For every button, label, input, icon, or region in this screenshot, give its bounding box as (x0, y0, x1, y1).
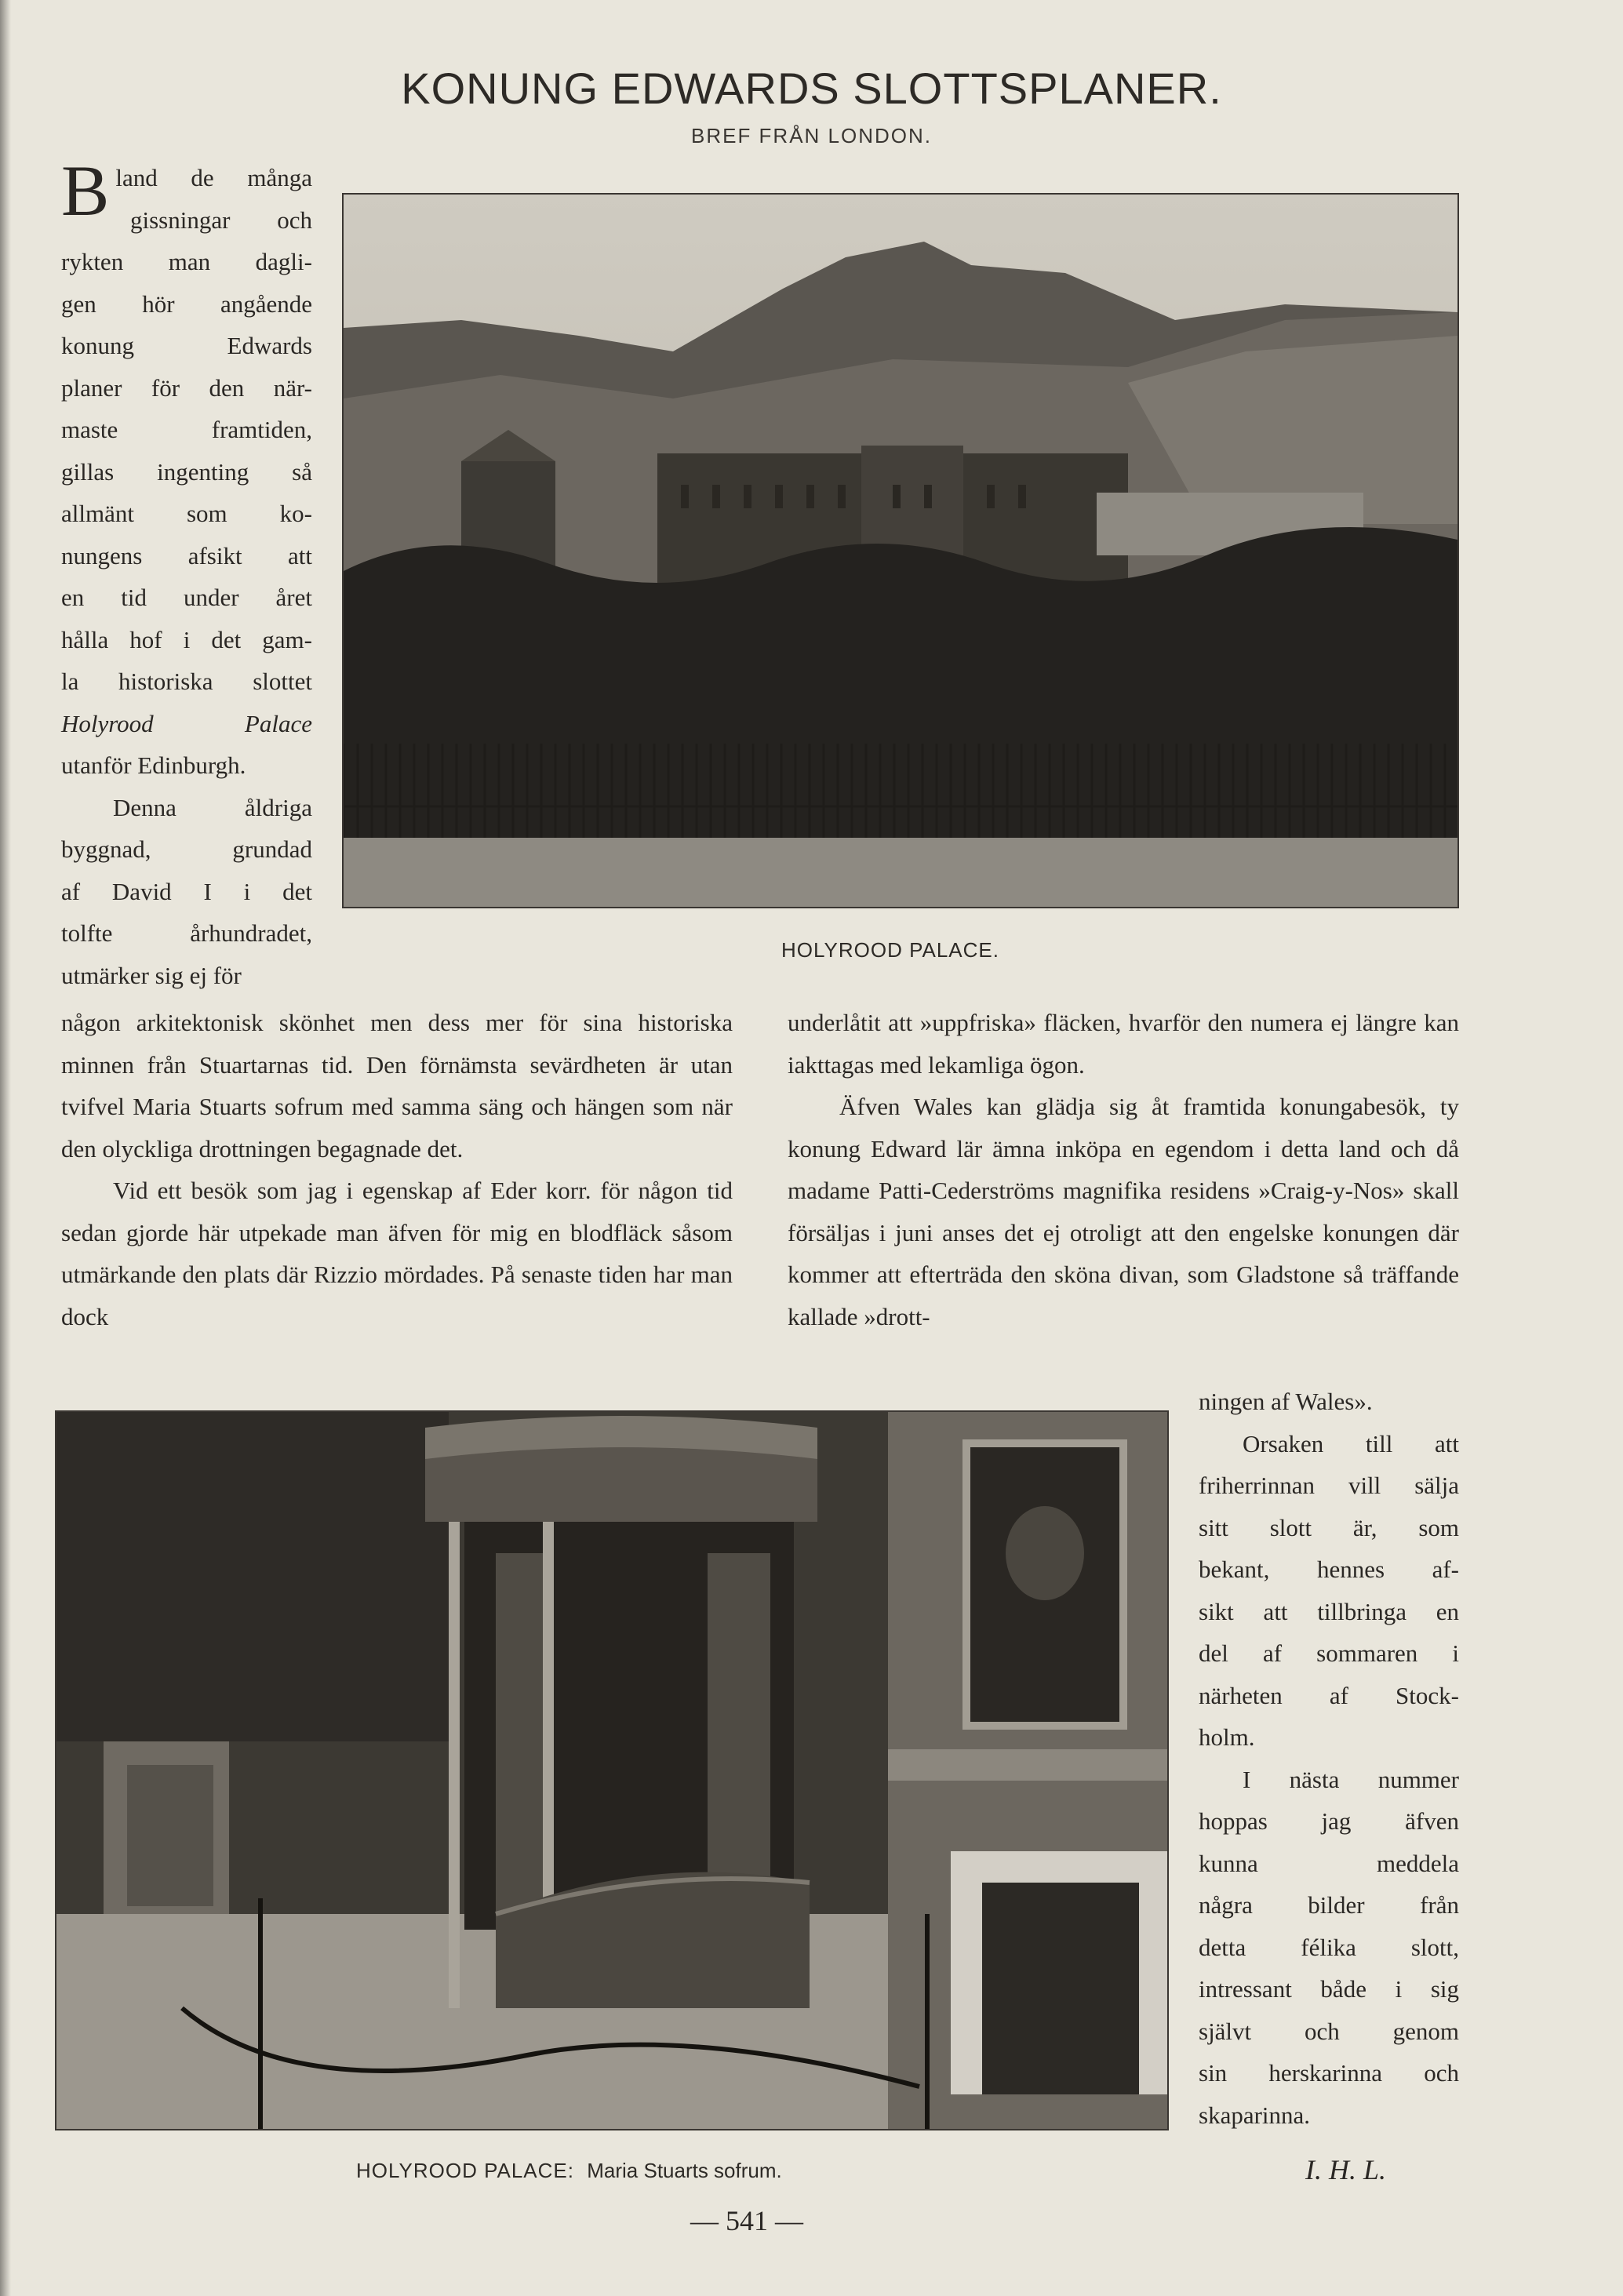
intro-line: la historiska slottet (61, 668, 312, 695)
intro-line: maste framtiden, (61, 416, 312, 443)
author-signature: I. H. L. (1305, 2154, 1387, 2185)
intro-line: hålla hof i det gam- (61, 625, 312, 653)
narrow-line: intressant både i sig (1199, 1975, 1459, 2003)
narrow-column (1199, 1381, 1459, 2136)
narrow-line: sin herskarinna och (1199, 2059, 1459, 2087)
intro-line: allmänt som ko- (61, 500, 312, 527)
intro-line: tolfte århundradet, (61, 919, 312, 947)
narrow-line: I nästa nummer (1243, 1765, 1459, 1793)
intro-line: Denna åldriga (113, 793, 312, 821)
intro-line: gillas ingenting så (61, 457, 312, 486)
narrow-line: några bilder från (1199, 1891, 1459, 1919)
intro-lines (61, 199, 312, 997)
narrow-line: sitt slott är, som (1199, 1513, 1459, 1541)
drop-cap: B (61, 151, 110, 231)
right-paragraph-1: underlåtit att »uppfriska» fläcken, hvarför den numera ej längre kan iakttagas med lekamliga ögon. (788, 1009, 1459, 1079)
narrow-line: ningen af Wales». (1199, 1388, 1373, 1415)
holyrood-palace-photo (342, 193, 1459, 908)
intro-line: nungens afsikt att (61, 541, 312, 569)
right-paragraph-2: Äfven Wales kan glädja sig åt framtida konungabesök, ty konung Edward lär ämna inköpa en egendom i detta land och då madame Patti-Cederströms magnifika residens »Craig-y-Nos» skall försäljas i juni anses det ej otroligt att den engelske konungen där kommer att efterträda den sköna divan, som Gladstone så träffande kallade »drott- (788, 1093, 1459, 1330)
intro-line: utanför Edinburgh. (61, 751, 246, 779)
article-subtitle: BREF FRÅN LONDON. (690, 124, 933, 147)
bedroom-photo (55, 1410, 1169, 2130)
narrow-line: självt och genom (1199, 2017, 1459, 2045)
narrow-line: bekant, hennes af- (1199, 1556, 1459, 1583)
narrow-line: holm. (1199, 1723, 1255, 1751)
page-gutter-shadow (0, 0, 11, 2296)
intro-line: gen hör angående (61, 289, 312, 318)
intro-line: Holyrood Palace (61, 709, 312, 737)
narrow-line: sikt att tillbringa en (1199, 1597, 1459, 1625)
holyrood-palace-illustration (344, 195, 1457, 907)
intro-first-line: land de många (115, 164, 312, 191)
bedroom-illustration (56, 1412, 1167, 2129)
bottom-caption-prefix: HOLYROOD PALACE: (356, 2159, 574, 2182)
intro-line: utmärker sig ej för (61, 961, 242, 989)
narrow-line: skaparinna. (1199, 2101, 1311, 2129)
bottom-photo-caption (356, 2159, 782, 2183)
narrow-line: detta félika slott, (1199, 1933, 1459, 1961)
intro-line: byggnad, grundad (61, 835, 312, 863)
intro-line: konung Edwards (61, 332, 312, 359)
right-column (788, 1002, 1459, 1337)
page-number: — 541 — (690, 2205, 803, 2236)
left-column (61, 1002, 733, 1337)
narrow-line: närheten af Stock- (1199, 1681, 1459, 1709)
narrow-line: del af sommaren i (1199, 1639, 1459, 1667)
intro-line: af David I i det (61, 877, 312, 905)
bottom-caption-text: Maria Stuarts sofrum. (587, 2159, 782, 2182)
narrow-line: Orsaken till att (1243, 1429, 1459, 1457)
left-paragraph-1: någon arkitektonisk skönhet men dess mer för sina historiska minnen från Stuartarnas tid. Den förnämsta sevärdheten är utan tvifvel Maria Stuarts sofrum med samma säng och hängen som när den olyckliga drottningen begagnade det. (61, 1009, 733, 1163)
narrow-line: hoppas jag äfven (1199, 1807, 1459, 1835)
top-photo-caption: HOLYROOD PALACE. (781, 938, 999, 962)
article-title: KONUNG EDWARDS SLOTTSPLANER. (401, 64, 1222, 113)
intro-line: gissningar och (130, 206, 312, 234)
narrow-line: friherrinnan vill sälja (1199, 1472, 1459, 1499)
intro-line: rykten man dagli- (61, 248, 312, 275)
intro-column (61, 151, 312, 996)
intro-line: planer för den när- (61, 373, 312, 402)
narrow-line: kunna meddela (1199, 1849, 1459, 1877)
intro-line: en tid under året (61, 584, 312, 611)
left-paragraph-2: Vid ett besök som jag i egenskap af Eder korr. för någon tid sedan gjorde här utpekade man äfven för mig en blodfläck såsom utmärkande den plats där Rizzio mördades. På senaste tiden har man dock (61, 1177, 733, 1330)
